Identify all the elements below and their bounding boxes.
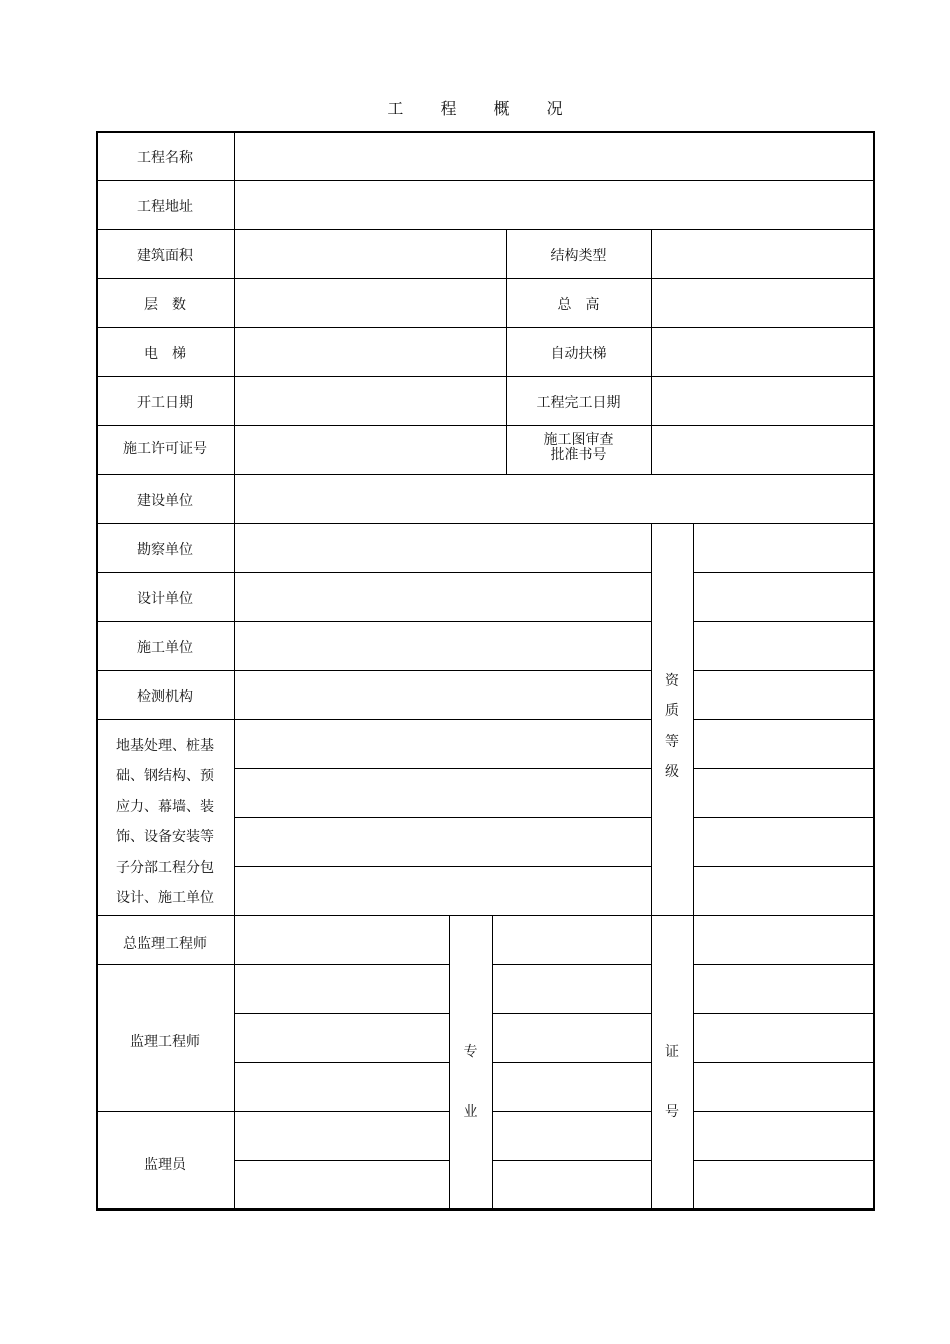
label-line: 应力、幕墙、装 — [116, 798, 214, 815]
testing-agency-field[interactable] — [235, 671, 651, 719]
label-escalator: 自动扶梯 — [550, 346, 607, 363]
label-completion-date: 工程完工日期 — [536, 395, 621, 412]
floors-field[interactable] — [235, 279, 506, 327]
label-testing-agency: 检测机构 — [137, 689, 193, 706]
label-permit-no: 施工许可证号 — [123, 441, 207, 458]
label-subcontractors — [96, 731, 234, 913]
survey-unit-field[interactable] — [235, 524, 651, 572]
construction-grade-field[interactable] — [694, 622, 871, 670]
label-structure-type: 结构类型 — [550, 248, 607, 265]
row-divider — [234, 1160, 449, 1161]
survey-grade-field[interactable] — [694, 524, 871, 572]
row-divider — [693, 1062, 873, 1063]
row-divider — [492, 1111, 651, 1112]
row-divider — [693, 1013, 873, 1014]
title-char: 工 — [387, 99, 404, 118]
label-chief-supervisor: 总监理工程师 — [123, 935, 207, 952]
row-divider — [234, 1062, 449, 1063]
total-height-field[interactable] — [652, 279, 871, 327]
row-divider — [492, 964, 651, 965]
label-line: 子分部工程分包 — [116, 859, 214, 876]
row-divider — [693, 1160, 873, 1161]
label-char: 质 — [665, 703, 679, 720]
permit-no-field[interactable] — [235, 426, 506, 474]
label-project-address: 工程地址 — [137, 199, 193, 216]
start-date-field[interactable] — [235, 377, 506, 425]
drawing-review-no-field[interactable] — [652, 426, 871, 474]
label-char: 号 — [665, 1104, 679, 1120]
elevator-field[interactable] — [235, 328, 506, 376]
row-divider — [234, 1013, 449, 1014]
row-divider — [693, 817, 873, 818]
label-project-name: 工程名称 — [137, 150, 193, 167]
row-divider — [693, 719, 873, 720]
design-unit-field[interactable] — [235, 573, 651, 621]
label-line: 设计、施工单位 — [116, 890, 214, 907]
label-line: 饰、设备安装等 — [116, 829, 214, 846]
row-divider — [492, 1160, 651, 1161]
row-divider — [693, 1111, 873, 1112]
label-qualification-grade — [651, 666, 693, 788]
row-divider — [492, 1062, 651, 1063]
label-line: 施工图审查 — [543, 432, 614, 448]
label-char: 业 — [463, 1104, 478, 1120]
label-floors: 层 数 — [144, 297, 186, 314]
label-char: 级 — [665, 764, 679, 781]
building-area-field[interactable] — [235, 230, 506, 278]
label-line: 地基处理、桩基 — [116, 738, 214, 754]
label-drawing-review-no — [506, 433, 651, 463]
title-char: 概 — [493, 99, 510, 118]
project-name-field[interactable] — [235, 133, 871, 180]
row-divider — [234, 866, 651, 867]
design-grade-field[interactable] — [694, 573, 871, 621]
page-title — [0, 96, 950, 119]
structure-type-field[interactable] — [652, 230, 871, 278]
testing-grade-field[interactable] — [694, 671, 871, 719]
owner-field[interactable] — [235, 475, 871, 523]
label-elevator: 电 梯 — [144, 346, 186, 363]
label-char: 等 — [665, 733, 679, 750]
label-line: 础、钢结构、预 — [116, 768, 214, 785]
row-divider — [234, 768, 651, 769]
label-certificate-no — [651, 1022, 693, 1142]
escalator-field[interactable] — [652, 328, 871, 376]
label-inspector: 监理员 — [144, 1156, 186, 1173]
label-construction-unit: 施工单位 — [137, 640, 193, 657]
label-total-height: 总 高 — [557, 297, 600, 314]
label-owner: 建设单位 — [137, 493, 193, 510]
label-char: 证 — [665, 1044, 679, 1060]
label-specialty — [449, 1022, 492, 1142]
col-divider — [492, 915, 493, 1210]
label-design-unit: 设计单位 — [137, 591, 193, 608]
completion-date-field[interactable] — [652, 377, 871, 425]
project-address-field[interactable] — [235, 181, 871, 229]
label-line: 批准书号 — [550, 447, 607, 463]
label-building-area: 建筑面积 — [137, 248, 193, 265]
label-char: 专 — [463, 1044, 478, 1060]
row-divider — [234, 817, 651, 818]
title-char: 况 — [546, 99, 563, 118]
label-survey-unit: 勘察单位 — [137, 542, 193, 559]
row-divider — [693, 768, 873, 769]
title-char: 程 — [440, 99, 457, 118]
row-divider — [693, 866, 873, 867]
label-start-date: 开工日期 — [137, 395, 193, 412]
row-divider — [492, 1013, 651, 1014]
row-divider — [693, 964, 873, 965]
label-supervisor-engineer: 监理工程师 — [130, 1033, 200, 1050]
construction-unit-field[interactable] — [235, 622, 651, 670]
project-overview-form — [96, 131, 873, 1210]
label-char: 资 — [665, 673, 679, 689]
